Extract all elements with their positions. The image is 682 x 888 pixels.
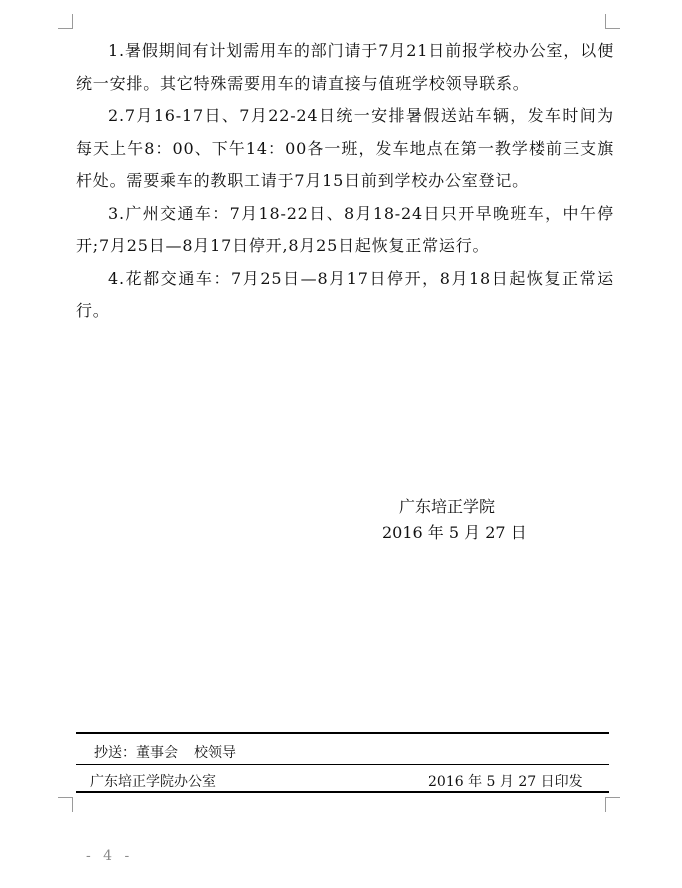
cc-label: 抄送：董事会: [94, 745, 178, 761]
cc-recipient: 校领导: [194, 745, 236, 761]
crop-mark-top-right: [605, 14, 620, 29]
issue-date: 2016 年 5 月 27 日印发: [428, 774, 583, 790]
signature-date: 2016 年 5 月 27 日: [382, 523, 527, 542]
crop-mark-bottom-right: [605, 797, 620, 812]
crop-mark-top-left: [58, 14, 73, 29]
footer-middle-rule: [76, 764, 609, 765]
notice-body: [76, 35, 614, 328]
page-number: - 4 -: [86, 848, 134, 864]
notice-paragraph-3: 3.广州交通车：7月18-22日、8月18-24日只开早晚班车，中午停开;7月25日—8月17日停开,8月25日起恢复正常运行。: [76, 203, 614, 255]
footer-top-rule: [76, 732, 609, 734]
cc-line: [94, 742, 236, 762]
crop-mark-bottom-left: [58, 797, 73, 812]
footer-bottom-rule: [76, 791, 609, 793]
notice-paragraph-2: 2.7月16-17日、7月22-24日统一安排暑假送站车辆，发车时间为每天上午8：00、下午14：00各一班，发车地点在第一教学楼前三支旗杆处。需要乘车的教职工请于7月15日前到学校办公室登记。: [76, 106, 614, 190]
issuing-office: 广东培正学院办公室: [90, 774, 216, 790]
notice-paragraph-1: 1.暑假期间有计划需用车的部门请于7月21日前报学校办公室，以便统一安排。其它特殊需要用车的请直接与值班学校领导联系。: [76, 41, 614, 93]
signature-organization: 广东培正学院: [399, 497, 496, 516]
notice-paragraph-4: 4.花都交通车：7月25日—8月17日停开，8月18日起恢复正常运行。: [76, 268, 614, 320]
